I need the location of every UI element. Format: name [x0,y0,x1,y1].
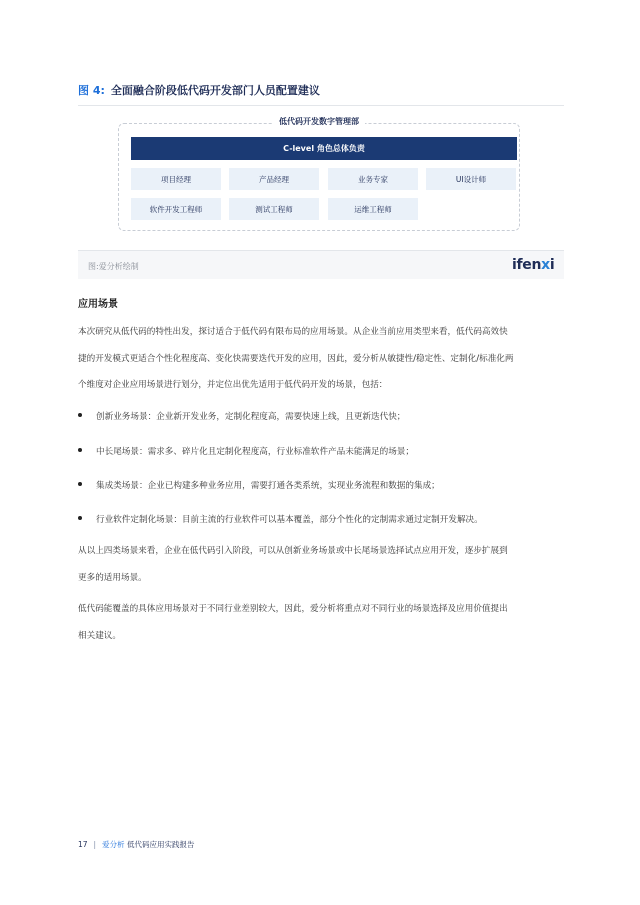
role-box: 测试工程师 [229,198,319,220]
figure-source: 图:爱分析绘制 [88,262,139,271]
intro-paragraph [78,319,570,399]
footer-report-title: 低代码应用实践报告 [126,840,195,849]
text-line: 更多的适用场景。 [78,572,147,583]
role-box: 产品经理 [229,168,319,190]
text-line: 捷的开发模式更适合个性化程度高、变化快需要迭代开发的应用，因此，爱分析从敏捷性/稳定性、定制化/标准化两 [78,353,514,364]
page-footer: 17 | 爱分析 低代码应用实践报告 [78,840,195,849]
text-line: 相关建议。 [78,630,121,641]
figure-top-rule [78,105,564,106]
text-line: 低代码能覆盖的具体应用场景对于不同行业差别较大，因此，爱分析将重点对不同行业的场景选择及应用价值提出 [78,604,508,614]
text-line: 个维度对企业应用场景进行划分，并定位出优先适用于低代码开发的场景，包括： [78,380,388,390]
page-number: 17 [78,840,88,849]
bullet-icon [78,413,82,417]
c-level-box: C-level 角色总体负责 [131,137,517,160]
footer-brand: 爱分析 [102,840,125,849]
figure-title [78,82,320,98]
figure-caption: 全面融合阶段低代码开发部门人员配置建议 [110,84,320,97]
role-box: UI设计师 [426,168,516,190]
role-box: 项目经理 [131,168,221,190]
role-box: 运维工程师 [328,198,418,220]
paragraph-3 [78,596,570,649]
role-box: 业务专家 [328,168,418,190]
figure-caption-bar [78,251,564,279]
bullet-icon [78,482,82,486]
figure-number: 图 4: [78,84,105,97]
section-heading: 应用场景 [78,299,118,310]
text-line: 从以上四类场景来看，企业在低代码引入阶段，可以从创新业务场景或中长尾场景选择试点应用开发，逐步扩展到 [78,546,508,556]
bullet-icon [78,516,82,520]
ifenxi-logo: ifenxi [512,257,555,273]
org-diagram [118,117,520,231]
paragraph-2 [78,538,570,591]
bullet-icon [78,448,82,452]
text-line: 本次研究从低代码的特性出发，探讨适合于低代码有限布局的应用场景。从企业当前应用类型来看，低代码高效快 [78,327,508,337]
diagram-title: 低代码开发数字管理部 [273,117,365,126]
role-box: 软件开发工程师 [131,198,221,220]
